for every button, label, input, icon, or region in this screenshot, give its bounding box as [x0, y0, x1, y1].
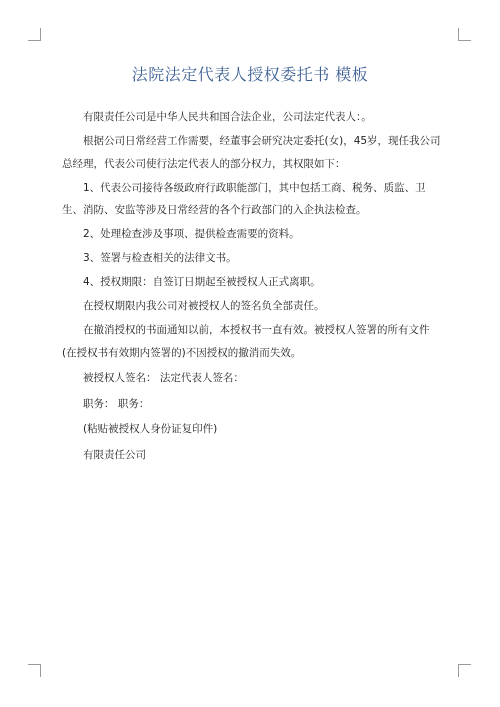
corner-mark-bottom-right	[458, 664, 471, 677]
paragraph-scope-4: 4、授权期限：自签订日期起至被授权人正式离职。	[83, 276, 321, 288]
id-copy-note: (粘贴被授权人身份证复印件)	[83, 423, 218, 435]
corner-mark-top-right	[458, 28, 471, 41]
paragraph-company-intro: 有限责任公司是中华人民共和国合法企业，公司法定代表人：。	[83, 111, 372, 123]
paragraph-scope-1: 1、代表公司接待各级政府行政职能部门，其中包括工商、税务、质监、卫生、消防、安监等涉及日常经营的各个行政部门的入企执法检查。	[62, 181, 426, 216]
company-signoff: 有限责任公司	[83, 448, 146, 461]
paragraph-authorization: 根据公司日常经营工作需要，经董事会研究决定委托(女)，45岁，现任我公司总经理，代表公司使行法定代表人的部分权力，其权限如下：	[62, 135, 441, 170]
paragraph-validity: 在撤消授权的书面通知以前，本授权书一直有效。被授权人签署的所有文件(在授权书有效期内签署的)不因授权的撤消而失效。	[62, 324, 430, 359]
paragraph-scope-2: 2、处理检查涉及事项、提供检查需要的资料。	[83, 228, 300, 240]
signature-line: 被授权人签名： 法定代表人签名：	[83, 372, 244, 384]
corner-mark-bottom-left	[28, 664, 41, 677]
paragraph-scope-3: 3、签署与检查相关的法律文书。	[83, 252, 237, 264]
document-title: 法院法定代表人授权委托书 模板	[131, 65, 369, 84]
paragraph-responsibility: 在授权期限内我公司对被授权人的签名负全部责任。	[83, 300, 325, 312]
corner-mark-top-left	[28, 28, 41, 41]
position-line: 职务： 职务：	[83, 397, 150, 410]
document-body	[62, 106, 444, 466]
